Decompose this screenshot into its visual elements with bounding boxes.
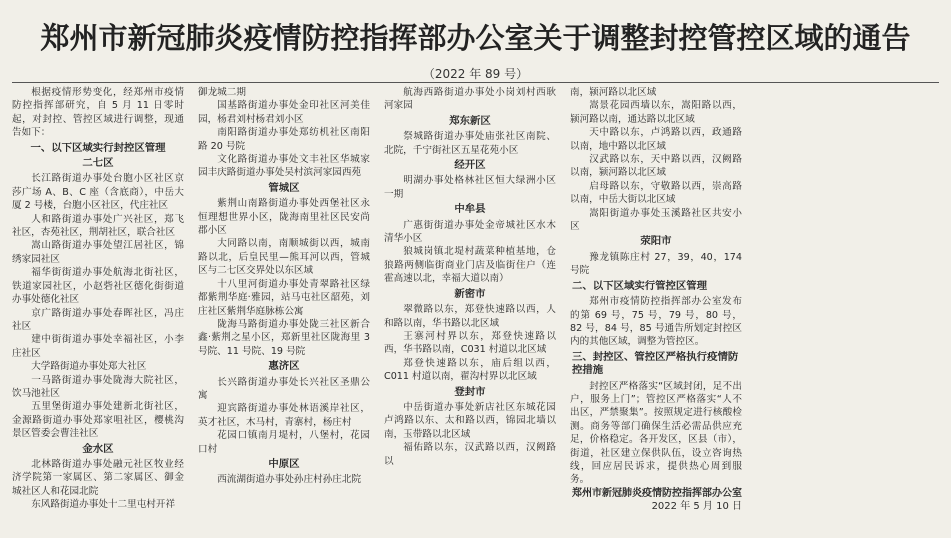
paragraph: 花园口镇南月堤村，八堡村，花园口村 [198, 430, 370, 455]
paragraph: 中岳街道办事处新店社区东城花园卢鸿路以东、太和路以西，锦园北墙以南，玉带路以北区域 [384, 401, 556, 440]
paragraph: 福佑路以东，汉武路以西，汉阙路以 [384, 442, 556, 467]
paragraph: 长兴路街道办事处长兴社区圣鼎公寓 [198, 376, 370, 401]
title-divider [12, 82, 939, 83]
paragraph: 汉武路以东，天中路以西，汉阙路以南，颍河路以北区域 [570, 154, 742, 179]
section-heading: 中原区 [268, 457, 300, 470]
paragraph: 祭城路街道办事处庙张社区南院、北院，千宁街社区五星花苑小区 [384, 131, 556, 156]
paragraph: 紫荆山南路街道办事处西堡社区永恒理想世界小区，陇海南里社区民安尚郡小区 [198, 198, 370, 237]
paragraph: 封控区严格落实“区域封闭，足不出户，服务上门”；管控区严格落实“人不出区，严禁聚集”。按照规定进行核酸检测。商务等部门确保生活必需品供应充足，价格稳定。各开发区，区县（市），街道，社区建立保供队伍，设立咨询热线，回应居民诉求，提供热心周到服务。 [570, 380, 742, 486]
issuer-signature: 郑州市新冠肺炎疫情防控指挥部办公室 [572, 487, 742, 499]
notice-body [12, 86, 940, 532]
paragraph: 翠微路以东，郑登快速路以西，人和路以南，华书路以北区域 [384, 304, 556, 329]
section-heading: 一、以下区域实行封控区管理 [30, 141, 166, 154]
paragraph: 长江路街道办事处台胞小区社区京莎广场 A、B、C 座（含底商），中岳大厦 2 号楼，台胞小区社区，代庄社区 [12, 173, 184, 212]
paragraph: 根据疫情形势变化，经郑州市疫情防控指挥部研究，自 5 月 11 日零时起，对封控、管控区域进行调整，现通告如下： [12, 87, 184, 139]
paragraph: 豫龙镇陈庄村 27，39，40，174 号院 [570, 251, 742, 277]
section-heading: 登封市 [454, 385, 486, 398]
paragraph: 北林路街道办事处融元社区牧业经济学院第一家属区、第二家属区、御金城社区人和花园北院 [12, 458, 184, 497]
paragraph: 陇海马路街道办事处陇三社区新合鑫·紫荆之星小区，郑新里社区陇海里 3 号院、11 号院、19 号院 [198, 318, 370, 357]
paragraph: 福华街街道办事处航海北街社区，铁道家园社区，小赵砦社区德化街街道办事处德化社区 [12, 267, 184, 306]
section-heading: 二、以下区域实行管控区管理 [572, 279, 708, 292]
section-heading: 二七区 [82, 157, 114, 170]
paragraph: 航海西路街道办事处小岗刘村西耿河家园 [384, 87, 556, 112]
paragraph: 十八里河街道办事处青翠路社区绿都紫荆华庭·雅园，站马屯社区韶苑，刘庄社区紫荆华庭脉栋公寓 [198, 278, 370, 317]
notice-title: 郑州市新冠肺炎疫情防控指挥部办公室关于调整封控管控区域的通告 [40, 21, 911, 55]
paragraph: 大学路街道办事处郑大社区 [31, 361, 147, 373]
section-heading: 郑东新区 [449, 114, 491, 127]
paragraph: 文化路街道办事处文丰社区华城家园丰庆路街道办事处吴村滨河家园西苑 [198, 154, 370, 179]
section-heading: 新密市 [454, 287, 486, 300]
paragraph: 迎宾路街道办事处林语溪岸社区，英才社区，木马村，青寨村，杨庄村 [198, 403, 370, 428]
column-4 [570, 86, 742, 532]
section-heading: 三、封控区、管控区严格执行疫情防控措施 [572, 350, 739, 377]
column-2 [198, 86, 370, 532]
paragraph: 建中街街道办事处幸福社区，小李庄社区 [12, 334, 184, 359]
paragraph: 国基路街道办事处金印社区河美佳园，杨君刘村杨君刘小区 [198, 100, 370, 125]
paragraph: 京广路街道办事处春晖社区，冯庄社区 [12, 307, 184, 332]
paragraph: 嵩山路街道办事处望江居社区，锦绣家园社区 [12, 240, 184, 265]
paragraph: 王寨河村界以东，郑登快速路以西，华书路以南，C031 村道以北区域 [384, 330, 556, 356]
column-1 [12, 86, 184, 532]
section-heading: 荥阳市 [640, 235, 672, 248]
paragraph: 嵩景花园西墙以东，嵩阳路以西，颍河路以南，通达路以北区域 [570, 100, 742, 125]
paragraph: 南，颍河路以北区域 [570, 87, 657, 98]
section-heading: 管城区 [268, 181, 300, 194]
paragraph: 广惠街街道办事处金帝城社区水木清华小区 [384, 219, 556, 245]
paragraph: 郑州市疫情防控指挥部办公室发布的第 69 号，75 号，79 号，80 号，82 号，84 号，85 号通告所划定封控区内的其他区域，调整为管控区。 [570, 296, 742, 348]
document-number: （2022 年 89 号） [422, 67, 529, 81]
paragraph: 东风路街道办事处十二里屯村开祥 [31, 499, 176, 511]
paragraph: 明湖办事处格林社区恒大绿洲小区一期 [384, 175, 556, 200]
paragraph: 天中路以东，卢鸿路以西，政通路以南，地中路以北区域 [570, 127, 742, 152]
section-heading: 经开区 [454, 159, 486, 172]
paragraph: 郑登快速路以东，庙后组以西，C011 村道以南，翟沟村界以北区域 [384, 357, 556, 383]
issue-date: 2022 年 5 月 10 日 [651, 501, 742, 513]
paragraph: 五里堡街道办事处建新北街社区，金源路街道办事处郑家咀社区，樱桃沟景区管委会曹洼社区 [12, 401, 184, 440]
paragraph: 西流湖街道办事处孙庄村孙庄北院 [217, 474, 362, 486]
section-heading: 中牟县 [454, 203, 486, 216]
column-4-body [570, 86, 742, 487]
paragraph: 狼城岗镇北堤村蔬菜种植基地，仓狼路两侧临街商业门店及临街住户（连霍高速以北，幸福大道以南） [384, 246, 556, 285]
section-heading: 惠济区 [268, 360, 300, 373]
paragraph: 启母路以东，守敬路以西，崇高路以南，中岳大街以北区域 [570, 180, 742, 206]
column-3 [384, 86, 556, 532]
paragraph: 御龙城二期 [198, 87, 246, 98]
section-heading: 金水区 [82, 442, 114, 455]
paragraph: 南阳路街道办事处郑纺机社区南阳路 20 号院 [198, 127, 370, 152]
paragraph: 一马路街道办事处陇海大院社区，饮马池社区 [12, 374, 184, 399]
paragraph: 嵩阳街道办事处玉溪路社区共安小区 [570, 207, 742, 233]
paragraph: 大同路以南，南顺城街以西，城南路以北，后皇民里—熊耳河以西，管城区与二七区交界处以东区域 [198, 238, 370, 277]
paragraph: 人和路街道办事处广兴社区，郑飞社区，杏苑社区，荆胡社区，联合社区 [12, 213, 184, 239]
